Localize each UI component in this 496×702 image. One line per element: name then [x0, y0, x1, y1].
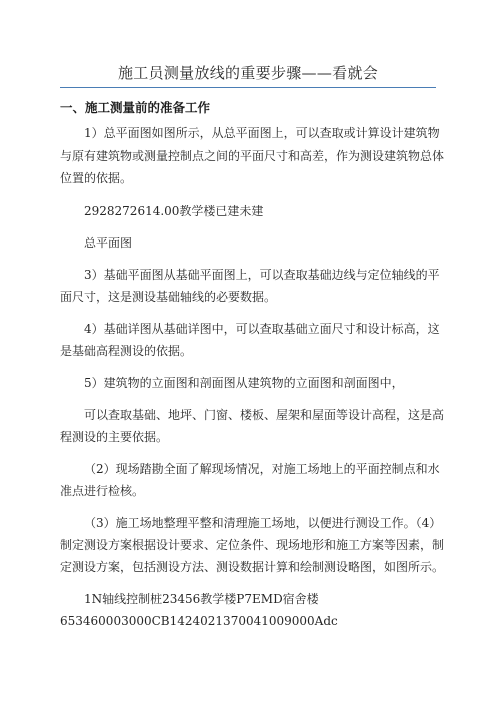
paragraph-line: 面尺寸，这是测设基础轴线的必要数据。: [60, 290, 277, 304]
paragraph-line: 4）基础详图从基础详图中，可以查取基础立面尺寸和设计标高，这: [84, 322, 440, 336]
paragraph-line: 1N轴线控制桩23456教学楼P7EMD宿舍楼: [84, 592, 319, 606]
paragraph-line: 653460003000CB1424021370041009000Adc: [60, 614, 338, 628]
section-heading: 一、施工测量前的准备工作: [60, 100, 211, 115]
paragraph-line: 定测设方案，包括测设方法、测设数据计算和绘制测设略图，如图所示。: [60, 560, 445, 574]
paragraph-line: 位置的依据。: [60, 171, 133, 185]
paragraph-line: 准点进行检核。: [60, 484, 145, 498]
paragraph-line: （2）现场踏勘全面了解现场情况，对施工场地上的平面控制点和水: [84, 462, 440, 476]
figure-caption: 总平面图: [84, 236, 133, 250]
paragraph-line: （3）施工场地整理平整和清理施工场地，以便进行测设工作。（4）: [84, 516, 442, 530]
paragraph-line: 制定测设方案根据设计要求、定位条件、现场地形和施工方案等因素，制: [60, 538, 445, 552]
paragraph-line: 是基础高程测设的依据。: [60, 344, 193, 358]
paragraph-line: 1）总平面图如图所示，从总平面图上，可以查取或计算设计建筑物: [84, 126, 440, 140]
paragraph-line: 程测设的主要依据。: [60, 430, 169, 444]
paragraph-line: 2928272614.00教学楼已建未建: [84, 204, 264, 218]
paragraph-line: 5）建筑物的立面图和剖面图从建筑物的立面图和剖面图中，: [84, 376, 404, 390]
document-title: 施工员测量放线的重要步骤——看就会: [117, 64, 379, 82]
paragraph-line: 与原有建筑物或测量控制点之间的平面尺寸和高差，作为测设建筑物总体: [60, 149, 445, 163]
paragraph-line: 3）基础平面图从基础平面图上，可以查取基础边线与定位轴线的平: [84, 268, 440, 282]
title-divider: [60, 87, 436, 88]
paragraph-line: 可以查取基础、地坪、门窗、楼板、屋架和屋面等设计高程，这是高: [84, 408, 445, 422]
